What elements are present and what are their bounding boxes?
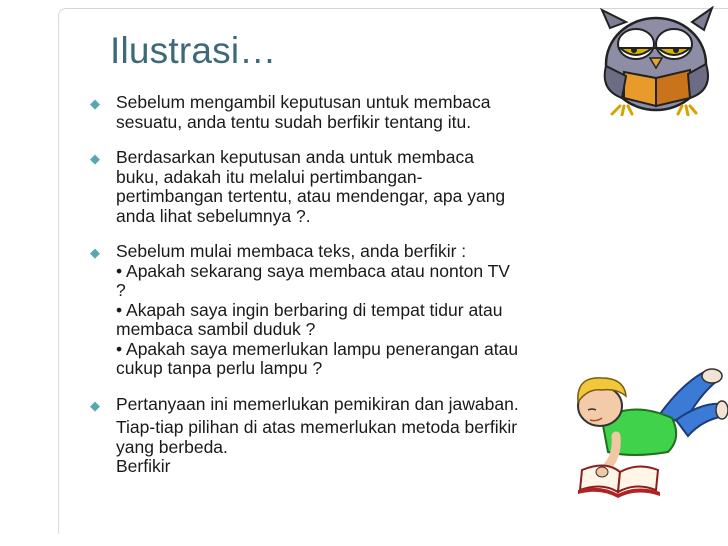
bullet-line: Berdasarkan keputusan anda untuk membaca	[116, 147, 475, 167]
bullet-icon: ◆	[90, 96, 100, 111]
bullet-line: • Apakah sekarang saya membaca atau nonton TV	[116, 260, 510, 281]
bullet-line: anda lihat sebelumnya ?.	[116, 205, 311, 226]
bullet-line: ?	[116, 280, 126, 300]
bullet-line: • Apakah saya memerlukan lampu penerangan atau	[116, 338, 519, 359]
bullet-item-2	[90, 148, 590, 226]
bullet-line: Tiap-tiap pilihan di atas memerlukan metoda berfikir	[116, 417, 518, 437]
bullet-line: Sebelum mulai membaca teks, anda berfikir :	[116, 241, 467, 261]
bullet-line: yang berbeda.	[116, 436, 228, 457]
slide-title: Ilustrasi…	[110, 30, 277, 71]
bullet-line: Sebelum mengambil keputusan untuk membaca	[116, 92, 491, 112]
owl-reading-clipart	[596, 6, 718, 116]
bullet-line: buku, adakah itu melalui pertimbangan-	[116, 166, 423, 187]
bullet-line: sesuatu, anda tentu sudah berfikir tentang itu.	[116, 111, 472, 132]
bullet-icon: ◆	[90, 397, 100, 413]
child-reading-clipart	[572, 362, 728, 502]
slide-frame-left	[58, 18, 59, 534]
bullet-item-3	[90, 242, 590, 379]
bullet-icon: ◆	[90, 245, 100, 260]
bullet-line: Pertanyaan ini memerlukan pemikiran dan jawaban.	[116, 393, 519, 414]
bullet-line: pertimbangan tertentu, atau mendengar, apa yang	[116, 186, 506, 206]
bullet-line: Berfikir	[116, 456, 171, 476]
bullet-line: cukup tanpa perlu lampu ?	[116, 358, 323, 378]
bullet-line: • Akapah saya ingin berbaring di tempat tidur atau	[116, 299, 503, 320]
bullet-item-1	[90, 93, 590, 132]
bullet-item-4	[90, 395, 590, 477]
bullet-line: membaca sambil duduk ?	[116, 319, 316, 339]
slide-content	[90, 93, 590, 477]
bullet-icon: ◆	[90, 151, 100, 166]
